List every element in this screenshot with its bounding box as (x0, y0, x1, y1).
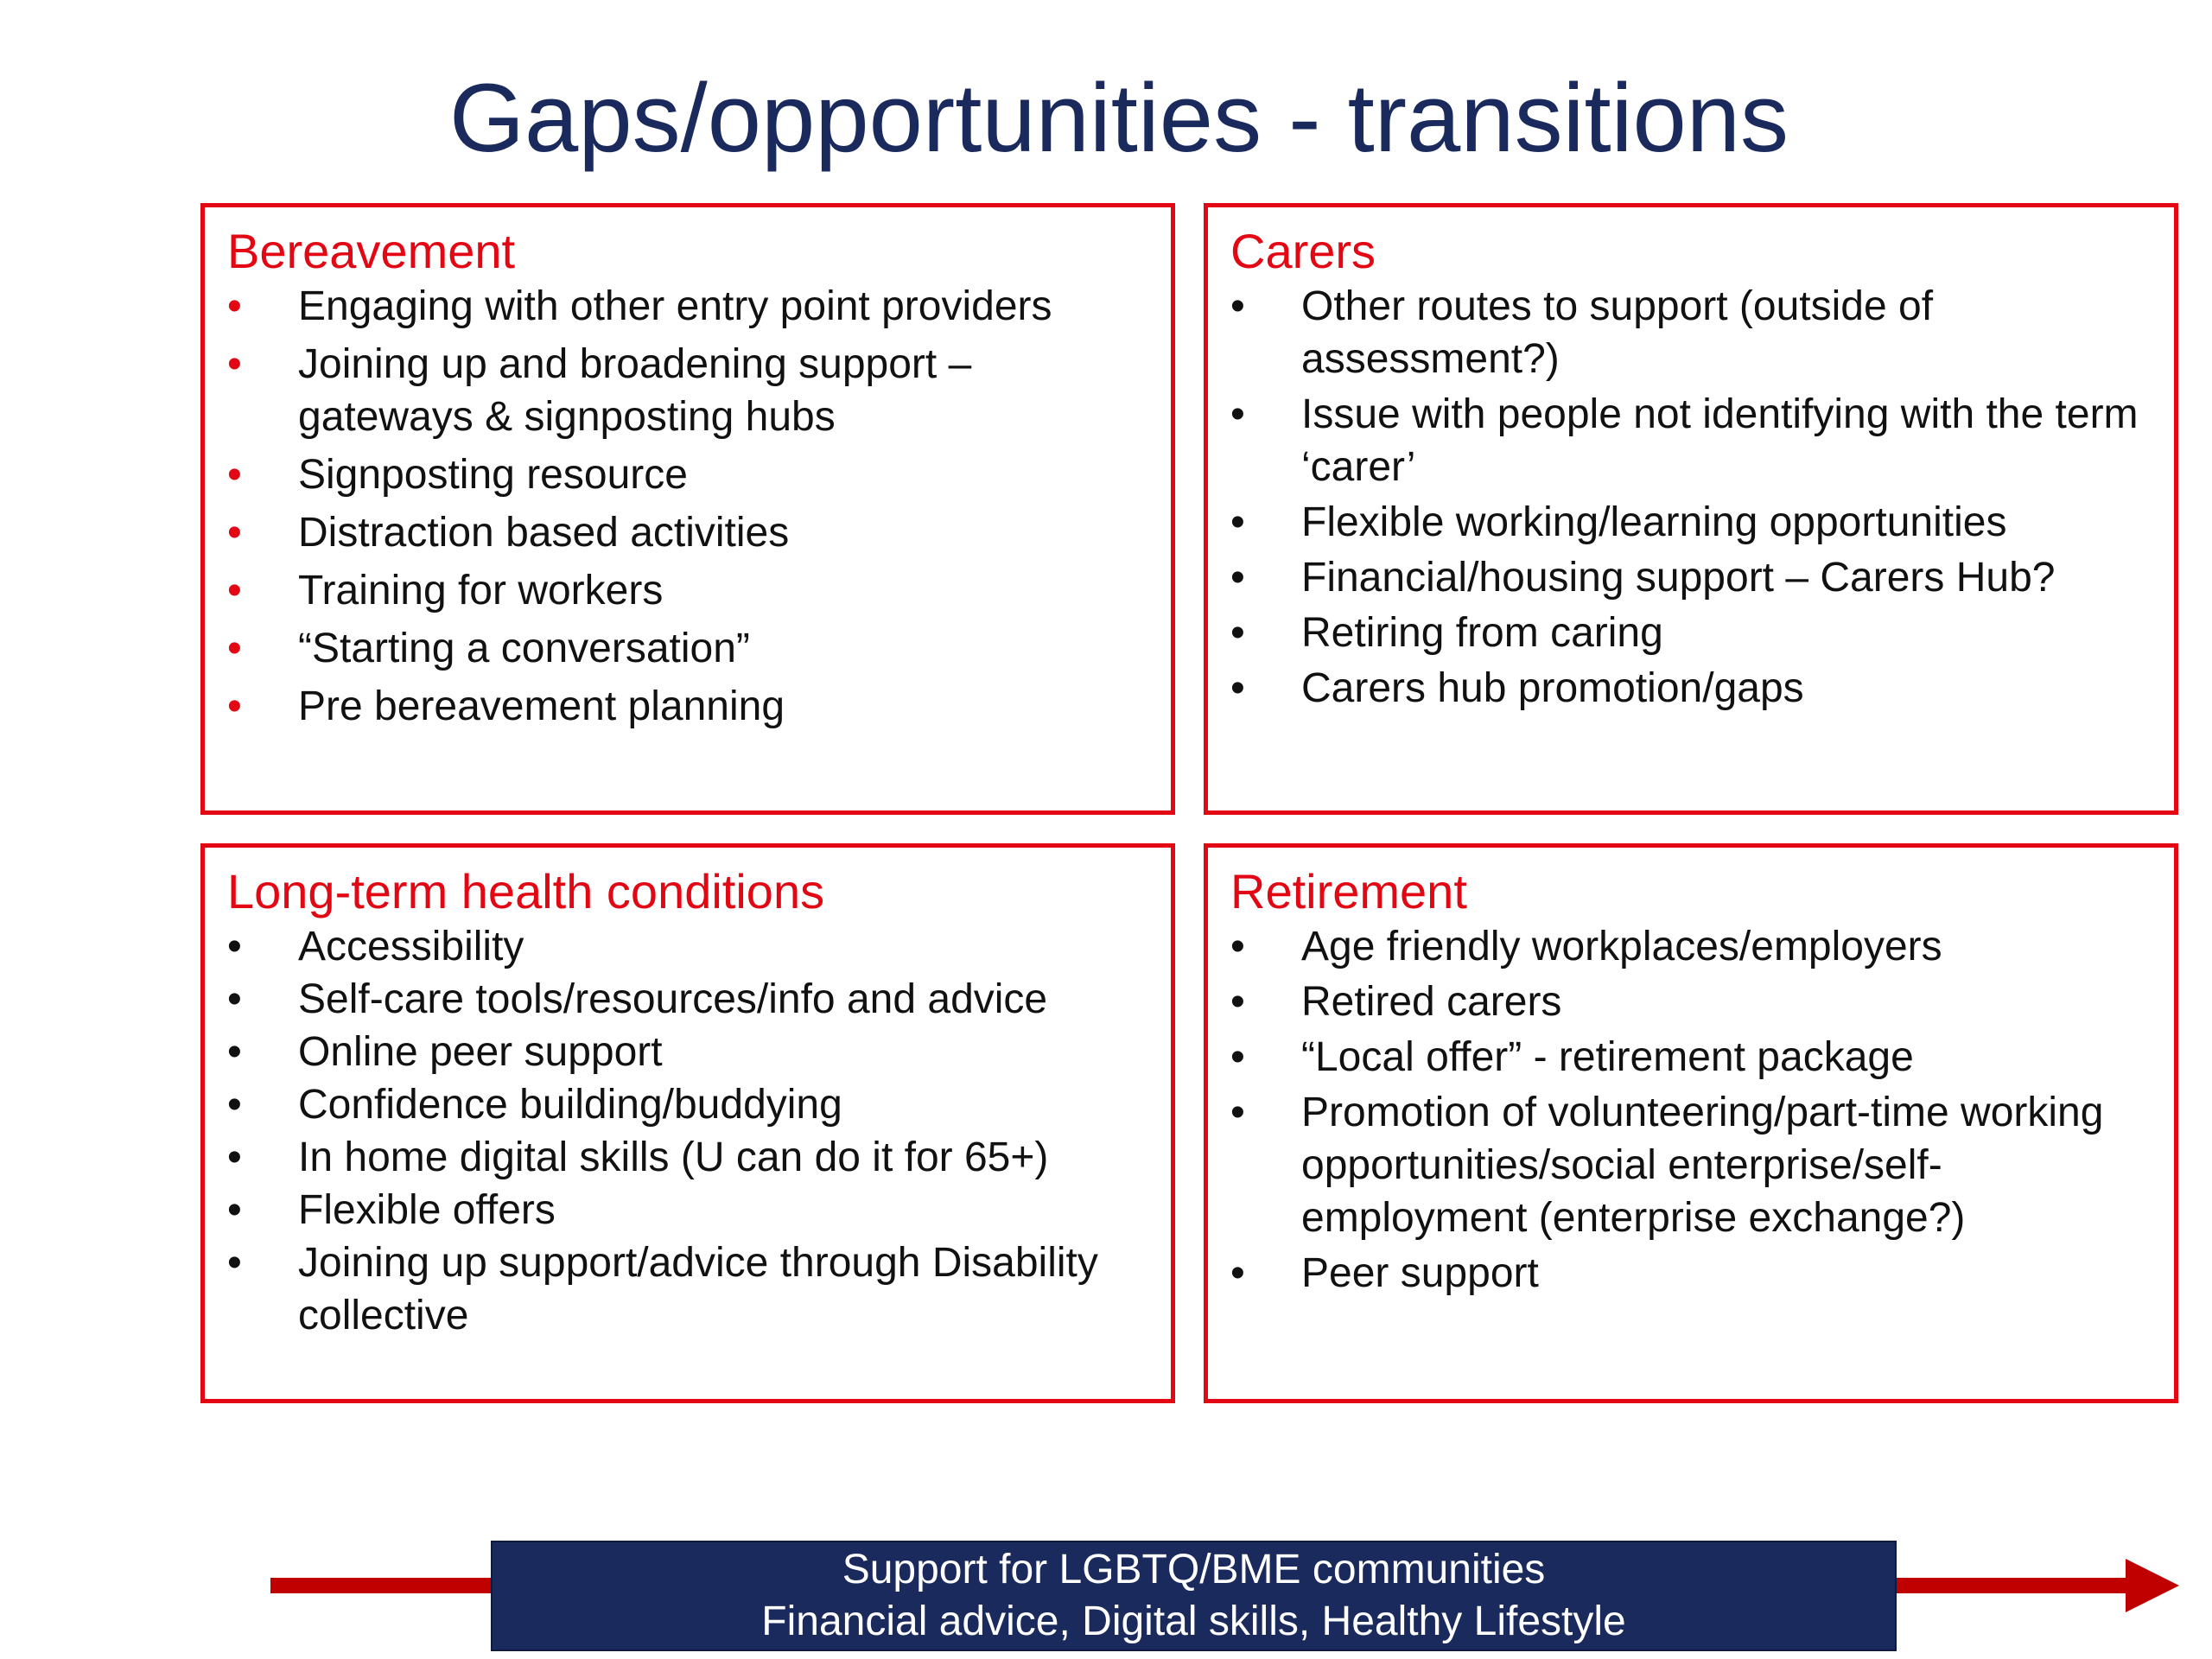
bullet-icon: • (227, 341, 242, 387)
bullet-icon: • (227, 683, 242, 729)
bullet-icon: • (227, 452, 242, 498)
arrow-head-icon (2126, 1559, 2179, 1612)
list-item-text: Promotion of volunteering/part-time working opportunities/social enterprise/self-employment (enterprise exchange?) (1301, 1090, 2104, 1241)
list-item (1230, 280, 2153, 385)
cross-cutting-banner (491, 1541, 1897, 1651)
list-item-text: Financial/housing support – Carers Hub? (1301, 555, 2056, 601)
banner-line-1: Support for LGBTQ/BME communities (842, 1547, 1546, 1592)
bullet-icon: • (227, 924, 242, 969)
list-item-text: Self-care tools/resources/info and advice (298, 976, 1048, 1022)
list-item-text: Flexible offers (298, 1187, 556, 1233)
bullet-icon: • (1230, 283, 1245, 329)
list-item (227, 1236, 1150, 1342)
list-item-text: Accessibility (298, 924, 524, 969)
list-item-text: Online peer support (298, 1029, 663, 1075)
list-item (1230, 1031, 2153, 1084)
bullet-list (1230, 920, 2153, 1300)
list-item-text: Other routes to support (outside of assessment?) (1301, 283, 1934, 382)
list-item (1230, 388, 2153, 493)
banner-line-2: Financial advice, Digital skills, Healthy Lifestyle (761, 1599, 1626, 1644)
list-item-text: Signposting resource (298, 452, 688, 498)
bullet-list (1230, 280, 2153, 715)
list-item-text: Distraction based activities (298, 510, 790, 556)
list-item-text: Joining up support/advice through Disability collective (298, 1240, 1098, 1338)
section-heading: Long-term health conditions (227, 864, 825, 918)
list-item-text: Carers hub promotion/gaps (1301, 665, 1804, 711)
bullet-list (227, 280, 1150, 733)
bullet-icon: • (227, 568, 242, 613)
list-item (1230, 920, 2153, 973)
list-item (227, 1131, 1150, 1184)
list-item (227, 920, 1150, 973)
list-item-text: Joining up and broadening support – gateways & signposting hubs (298, 341, 972, 440)
bullet-icon: • (1230, 555, 1245, 601)
section-retirement (1204, 843, 2178, 1403)
list-item-text: Flexible working/learning opportunities (1301, 499, 2007, 545)
section-heading: Retirement (1230, 864, 1467, 918)
bullet-icon: • (1230, 979, 1245, 1025)
bullet-icon: • (227, 1240, 242, 1286)
list-item (1230, 551, 2153, 604)
list-item (1230, 976, 2153, 1028)
list-item (1230, 496, 2153, 549)
bullet-icon: • (227, 626, 242, 671)
list-item (227, 680, 1150, 733)
bullet-icon: • (227, 1187, 242, 1233)
list-item-text: Confidence building/buddying (298, 1082, 842, 1128)
bullet-icon: • (1230, 1034, 1245, 1080)
section-long-term-health-conditions (200, 843, 1175, 1403)
bullet-icon: • (227, 1082, 242, 1128)
list-item-text: Peer support (1301, 1250, 1539, 1296)
bullet-icon: • (1230, 391, 1245, 437)
list-item-text: Engaging with other entry point providers (298, 283, 1052, 329)
list-item (1230, 607, 2153, 659)
list-item-text: Pre bereavement planning (298, 683, 785, 729)
bullet-icon: • (227, 283, 242, 329)
list-item-text: In home digital skills (U can do it for 65+) (298, 1135, 1049, 1180)
section-heading: Bereavement (227, 224, 516, 278)
list-item (227, 338, 1150, 443)
list-item (227, 622, 1150, 675)
list-item (227, 280, 1150, 333)
list-item (227, 1078, 1150, 1131)
list-item-text: Training for workers (298, 568, 664, 613)
section-carers (1204, 203, 2178, 815)
list-item (227, 973, 1150, 1026)
section-heading: Carers (1230, 224, 1376, 278)
list-item (1230, 1086, 2153, 1244)
bullet-icon: • (1230, 499, 1245, 545)
list-item-text: Retired carers (1301, 979, 1562, 1025)
list-item (1230, 1247, 2153, 1300)
bullet-icon: • (1230, 924, 1245, 969)
list-item (227, 506, 1150, 559)
page-title: Gaps/opportunities - transitions (448, 64, 1789, 172)
bullet-icon: • (1230, 1250, 1245, 1296)
list-item (227, 448, 1150, 501)
bullet-icon: • (1230, 665, 1245, 711)
list-item (227, 1026, 1150, 1078)
list-item-text: Issue with people not identifying with the term ‘carer’ (1301, 391, 2139, 490)
bullet-icon: • (1230, 1090, 1245, 1135)
bullet-icon: • (227, 510, 242, 556)
list-item (1230, 662, 2153, 715)
section-bereavement (200, 203, 1175, 815)
list-item-text: “Starting a conversation” (298, 626, 750, 671)
list-item-text: “Local offer” - retirement package (1301, 1034, 1914, 1080)
bullet-icon: • (1230, 610, 1245, 656)
list-item-text: Retiring from caring (1301, 610, 1663, 656)
bullet-icon: • (227, 1135, 242, 1180)
bullet-list (227, 920, 1150, 1342)
list-item (227, 1184, 1150, 1236)
bullet-icon: • (227, 976, 242, 1022)
list-item (227, 564, 1150, 617)
list-item-text: Age friendly workplaces/employers (1301, 924, 1942, 969)
bullet-icon: • (227, 1029, 242, 1075)
